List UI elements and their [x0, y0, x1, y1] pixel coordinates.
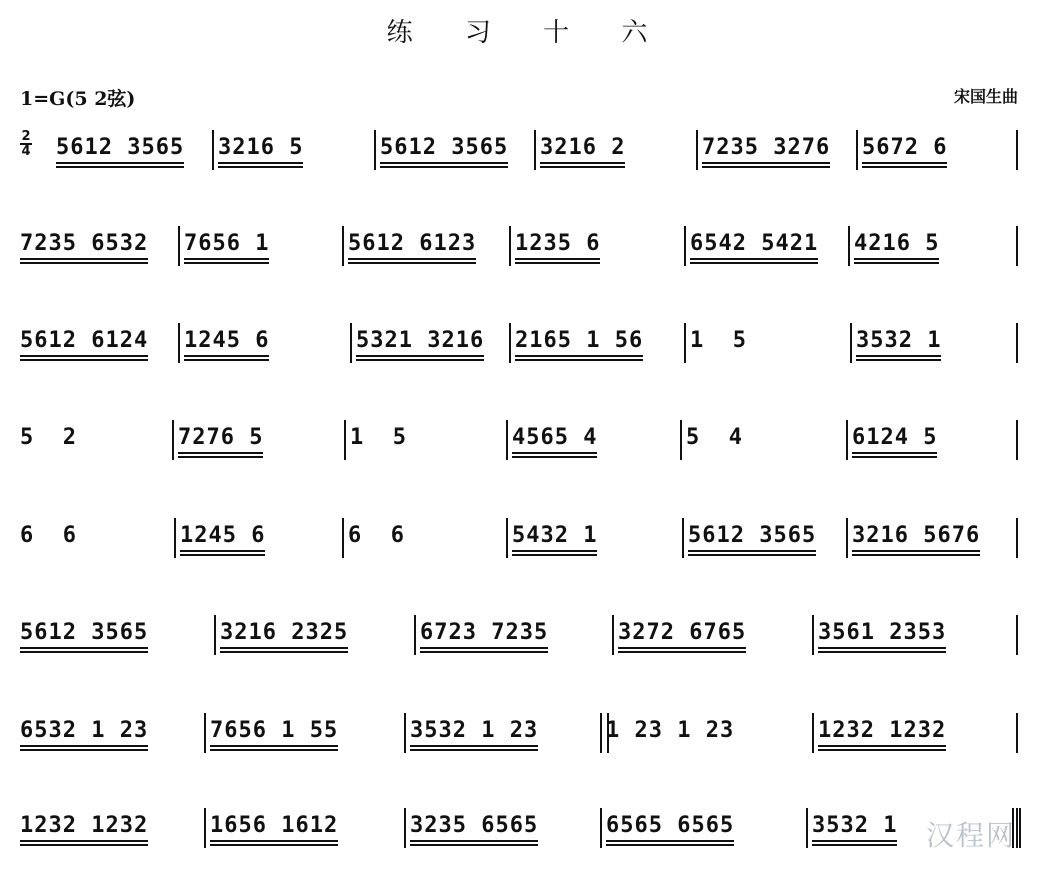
beam-line: [20, 749, 148, 751]
measure-notes: 3216 2: [540, 134, 625, 162]
beam-line: [606, 840, 734, 842]
barline: [600, 808, 602, 848]
barline: [1016, 615, 1018, 655]
score-row: [0, 420, 1056, 490]
measure: [702, 134, 852, 174]
measure-notes: 3272 6765: [618, 619, 746, 647]
measure: [20, 522, 170, 562]
measure-notes: 1 5: [350, 425, 407, 450]
measure: [690, 230, 844, 270]
time-signature-bottom: 4: [21, 144, 31, 159]
beam-line: [420, 651, 548, 653]
measure: [540, 134, 692, 174]
barline: [1016, 713, 1018, 753]
barline: [374, 130, 376, 170]
measure-notes: 6532 1 23: [20, 717, 148, 745]
barline: [534, 130, 536, 170]
measure: [515, 230, 680, 270]
beam-line: [184, 355, 269, 357]
beam-line: [702, 166, 830, 168]
time-signature-top: 2: [21, 129, 31, 144]
measure-notes: 1 5: [690, 328, 747, 353]
measure: [180, 522, 338, 562]
beam-line: [210, 745, 338, 747]
beam-line: [812, 844, 897, 846]
beam-line: [688, 550, 816, 552]
beam-line: [20, 844, 148, 846]
measure-notes: 6 6: [348, 523, 405, 548]
barline: [696, 130, 698, 170]
measure-notes: 1 23 1 23: [606, 718, 735, 743]
beam-line: [20, 840, 148, 842]
measure: [606, 812, 802, 852]
beam-line: [410, 745, 538, 747]
measure-notes: 7235 6532: [20, 230, 148, 258]
measure-notes: 5432 1: [512, 522, 597, 550]
beam-line: [20, 647, 148, 649]
measure: [688, 522, 842, 562]
composer: 宋国生曲: [953, 87, 1018, 106]
beam-line: [812, 840, 897, 842]
measure: [618, 619, 808, 659]
barline: [1016, 323, 1018, 363]
beam-line: [618, 647, 746, 649]
measure: [852, 424, 1008, 464]
barline: [178, 226, 180, 266]
score-row: [0, 518, 1056, 588]
beam-line: [702, 162, 830, 164]
beam-line: [852, 550, 980, 552]
beam-line: [852, 452, 937, 454]
beam-line: [515, 355, 643, 357]
beam-line: [515, 262, 600, 264]
beam-line: [348, 258, 476, 260]
beam-line: [184, 258, 269, 260]
beam-line: [512, 550, 597, 552]
beam-line: [818, 651, 946, 653]
beam-line: [178, 456, 263, 458]
barline: [684, 226, 686, 266]
barline: [684, 323, 686, 363]
measure-notes: 1656 1612: [210, 812, 338, 840]
measure-notes: 3532 1 23: [410, 717, 538, 745]
measure: [818, 717, 1008, 757]
beam-line: [20, 262, 148, 264]
beam-line: [356, 355, 484, 357]
barline: [812, 713, 814, 753]
beam-line: [56, 162, 184, 164]
beam-line: [512, 456, 597, 458]
measure-notes: 5612 6123: [348, 230, 476, 258]
measure: [380, 134, 530, 174]
beam-line: [20, 355, 148, 357]
measure: [220, 619, 410, 659]
measure: [854, 230, 1008, 270]
barline: [506, 420, 508, 460]
measure-notes: 1235 6: [515, 230, 600, 258]
barline: [350, 323, 352, 363]
measure: [348, 230, 505, 270]
beam-line: [184, 262, 269, 264]
measure: [686, 424, 842, 464]
measure-notes: 6565 6565: [606, 812, 734, 840]
measure: [20, 327, 174, 367]
beam-line: [380, 166, 508, 168]
barline: [850, 323, 852, 363]
barline: [1016, 518, 1018, 558]
beam-line: [180, 554, 265, 556]
barline: [178, 323, 180, 363]
score-row: [0, 323, 1056, 393]
beam-line: [210, 840, 338, 842]
measure-notes: 6124 5: [852, 424, 937, 452]
barline: [414, 615, 416, 655]
measure: [20, 812, 200, 852]
barline: [612, 615, 614, 655]
measure: [56, 134, 208, 174]
measure: [410, 717, 596, 757]
measure-notes: 2165 1 56: [515, 327, 643, 355]
beam-line: [515, 258, 600, 260]
barline: [404, 808, 406, 848]
measure: [852, 522, 1008, 562]
measure-notes: 3532 1: [812, 812, 897, 840]
barline: [806, 808, 808, 848]
beam-line: [220, 651, 348, 653]
measure-notes: 6723 7235: [420, 619, 548, 647]
score-row: [0, 713, 1056, 783]
beam-line: [688, 554, 816, 556]
measure: [348, 522, 502, 562]
barline: [174, 518, 176, 558]
measure-notes: 5672 6: [862, 134, 947, 162]
measure: [420, 619, 608, 659]
beam-line: [410, 840, 538, 842]
beam-line: [410, 844, 538, 846]
beam-line: [380, 162, 508, 164]
beam-line: [818, 749, 946, 751]
beam-line: [410, 749, 538, 751]
beam-line: [690, 258, 818, 260]
beam-line: [862, 162, 947, 164]
barline: [172, 420, 174, 460]
measure-notes: 1232 1232: [818, 717, 946, 745]
barline: [812, 615, 814, 655]
barline: [1016, 226, 1018, 266]
measure: [856, 327, 1008, 367]
measure-notes: 3561 2353: [818, 619, 946, 647]
beam-line: [20, 745, 148, 747]
measure-notes: 5612 3565: [56, 134, 184, 162]
beam-line: [854, 258, 939, 260]
measure-notes: 3532 1: [856, 327, 941, 355]
score-row: [0, 226, 1056, 296]
barline: [1016, 130, 1018, 170]
beam-line: [184, 359, 269, 361]
measure-notes: 5612 3565: [20, 619, 148, 647]
beam-line: [178, 452, 263, 454]
measure: [20, 424, 168, 464]
beam-line: [20, 258, 148, 260]
measure: [20, 717, 200, 757]
barline: [856, 130, 858, 170]
barline: [204, 713, 206, 753]
barline: [342, 226, 344, 266]
measure: [350, 424, 502, 464]
score-row: [0, 615, 1056, 685]
measure: [410, 812, 596, 852]
barline: [342, 518, 344, 558]
measure: [184, 327, 346, 367]
measure-notes: 5321 3216: [356, 327, 484, 355]
beam-line: [20, 359, 148, 361]
measure: [20, 230, 174, 270]
beam-line: [856, 355, 941, 357]
beam-line: [348, 262, 476, 264]
beam-line: [540, 162, 625, 164]
barline: [506, 518, 508, 558]
measure: [690, 327, 846, 367]
beam-line: [854, 262, 939, 264]
barline: [509, 226, 511, 266]
measure-notes: 3216 2325: [220, 619, 348, 647]
beam-line: [512, 452, 597, 454]
repeat-start-barline: [600, 713, 609, 753]
measure-notes: 7235 3276: [702, 134, 830, 162]
beam-line: [852, 554, 980, 556]
barline: [846, 420, 848, 460]
measure: [178, 424, 340, 464]
beam-line: [856, 359, 941, 361]
measure: [218, 134, 370, 174]
beam-line: [218, 162, 303, 164]
measure-notes: 5612 3565: [380, 134, 508, 162]
beam-line: [512, 554, 597, 556]
beam-line: [20, 651, 148, 653]
beam-line: [210, 844, 338, 846]
barline: [214, 615, 216, 655]
barline: [509, 323, 511, 363]
measure-notes: 5 2: [20, 425, 77, 450]
barline: [204, 808, 206, 848]
beam-line: [220, 647, 348, 649]
barline: [1016, 420, 1018, 460]
beam-line: [818, 745, 946, 747]
beam-line: [862, 166, 947, 168]
measure: [515, 327, 680, 367]
measure-notes: 7656 1: [184, 230, 269, 258]
measure-notes: 1232 1232: [20, 812, 148, 840]
barline: [846, 518, 848, 558]
measure-notes: 3235 6565: [410, 812, 538, 840]
beam-line: [180, 550, 265, 552]
measure-notes: 1245 6: [180, 522, 265, 550]
measure-notes: 3216 5: [218, 134, 303, 162]
measure: [512, 424, 676, 464]
beam-line: [515, 359, 643, 361]
measure-notes: 7656 1 55: [210, 717, 338, 745]
beam-line: [56, 166, 184, 168]
beam-line: [356, 359, 484, 361]
barline: [212, 130, 214, 170]
barline: [682, 518, 684, 558]
measure: [818, 619, 1008, 659]
measure-notes: 3216 5676: [852, 522, 980, 550]
measure-notes: 5 4: [686, 425, 743, 450]
beam-line: [210, 749, 338, 751]
watermark-logo: 汉程网: [925, 819, 1016, 852]
score-row: [0, 130, 1056, 200]
measure: [606, 717, 808, 757]
measure-notes: 4565 4: [512, 424, 597, 452]
measure: [20, 619, 210, 659]
measure-notes: 4216 5: [854, 230, 939, 258]
barline: [848, 226, 850, 266]
measure-notes: 7276 5: [178, 424, 263, 452]
measure: [210, 717, 400, 757]
measure-notes: 6542 5421: [690, 230, 818, 258]
beam-line: [618, 651, 746, 653]
barline: [680, 420, 682, 460]
measure-notes: 6 6: [20, 523, 77, 548]
measure-notes: 5612 6124: [20, 327, 148, 355]
beam-line: [852, 456, 937, 458]
measure: [184, 230, 338, 270]
measure-notes: 5612 3565: [688, 522, 816, 550]
measure: [356, 327, 505, 367]
key-signature: 1=G(5 2弦): [20, 88, 136, 110]
beam-line: [690, 262, 818, 264]
beam-line: [818, 647, 946, 649]
barline: [344, 420, 346, 460]
beam-line: [540, 166, 625, 168]
measure: [862, 134, 1008, 174]
measure-notes: 1245 6: [184, 327, 269, 355]
beam-line: [606, 844, 734, 846]
beam-line: [420, 647, 548, 649]
measure: [512, 522, 678, 562]
beam-line: [218, 166, 303, 168]
measure: [210, 812, 400, 852]
barline: [404, 713, 406, 753]
page-title: 练 习 十 六: [386, 18, 670, 48]
